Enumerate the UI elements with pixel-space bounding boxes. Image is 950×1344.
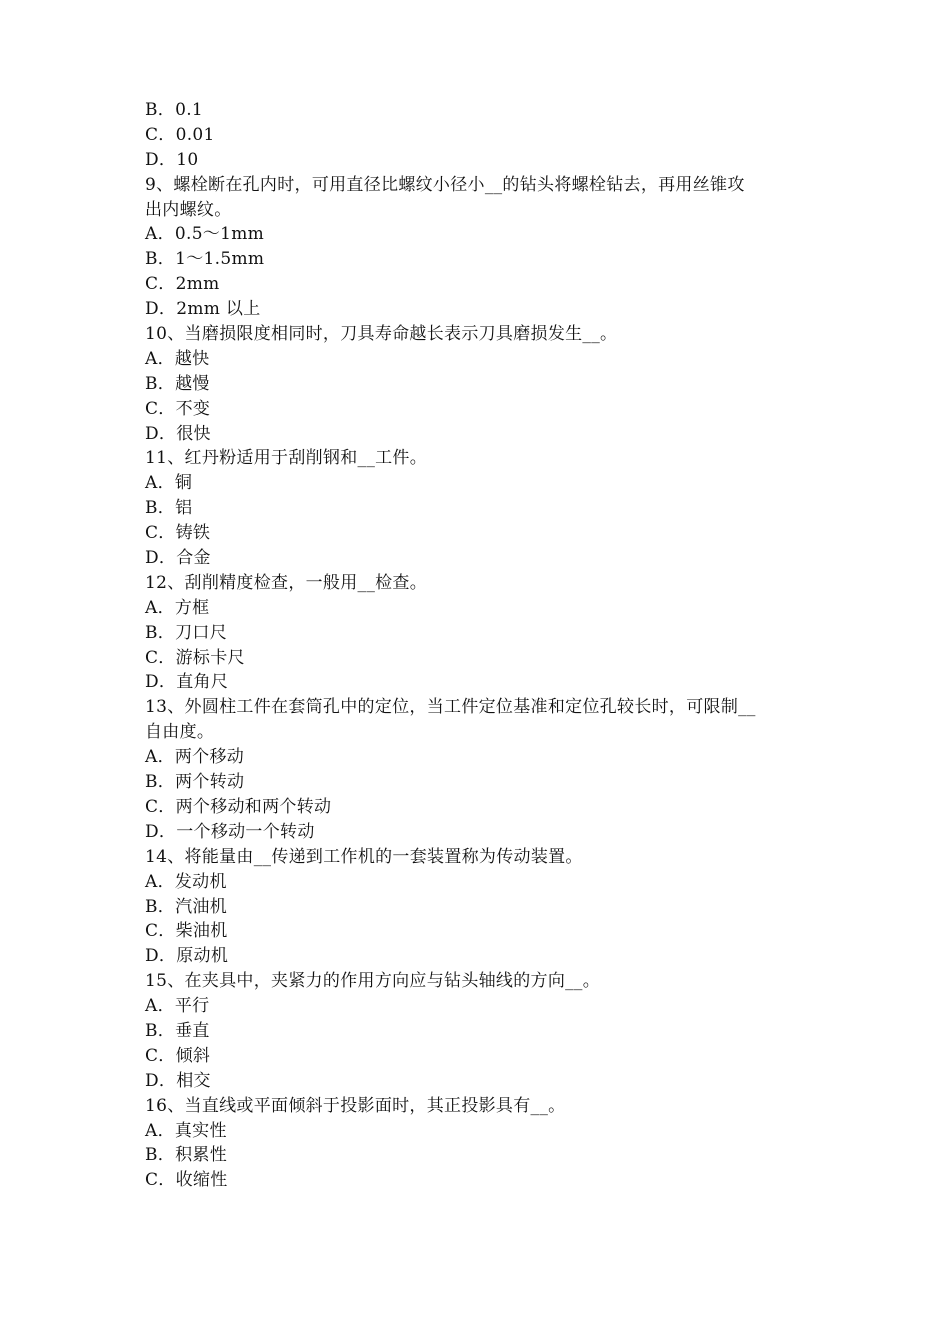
option-b-13: B．两个转动: [145, 772, 245, 793]
option-b-16: B．积累性: [145, 1145, 227, 1166]
option-c-10: C．不变: [145, 398, 211, 419]
option-c-14: C．柴油机: [145, 921, 228, 942]
question-11: 11、红丹粉适用于刮削钢和__工件。: [145, 448, 428, 469]
question-16: 16、当直线或平面倾斜于投影面时，其正投影具有__。: [145, 1095, 566, 1116]
option-b-10: B．越慢: [145, 373, 210, 394]
option-c-13: C．两个移动和两个转动: [145, 796, 332, 817]
option-b-8: B．0.1: [145, 100, 204, 120]
option-c-8: C．0.01: [145, 124, 215, 145]
option-d-13: D．一个移动一个转动: [145, 821, 315, 842]
option-b-9: B．1～1.5mm: [145, 249, 265, 270]
option-d-8: D．10: [145, 149, 199, 170]
option-d-14: D．原动机: [145, 946, 229, 967]
option-c-11: C．铸铁: [145, 523, 211, 544]
option-b-15: B．垂直: [145, 1020, 210, 1041]
option-a-10: A．越快: [145, 348, 210, 369]
option-a-13: A．两个移动: [145, 747, 245, 768]
question-9-line-1: 9、螺栓断在孔内时，可用直径比螺纹小径小__的钻头将螺栓钻去，再用丝锥攻: [145, 174, 745, 195]
question-14: 14、将能量由__传递到工作机的一套装置称为传动装置。: [145, 846, 583, 867]
option-a-11: A．铜: [145, 473, 193, 494]
option-c-12: C．游标卡尺: [145, 647, 245, 668]
option-a-12: A．方框: [145, 597, 210, 618]
option-a-14: A．发动机: [145, 871, 227, 892]
option-a-16: A．真实性: [145, 1120, 227, 1141]
option-d-11: D．合金: [145, 548, 211, 569]
exam-text: [145, 98, 810, 1193]
option-b-14: B．汽油机: [145, 896, 227, 917]
option-a-15: A．平行: [145, 996, 210, 1017]
option-b-12: B．刀口尺: [145, 622, 227, 643]
question-13-line-2: 自由度。: [145, 722, 215, 743]
option-c-16: C．收缩性: [145, 1170, 228, 1191]
question-15: 15、在夹具中，夹紧力的作用方向应与钻头轴线的方向__。: [145, 971, 601, 992]
question-9-line-2: 出内螺纹。: [145, 199, 232, 220]
option-d-12: D．直角尺: [145, 672, 229, 693]
option-a-9: A．0.5～1mm: [145, 224, 265, 245]
question-12: 12、刮削精度检查，一般用__检查。: [145, 572, 428, 593]
option-c-9: C．2mm: [145, 274, 220, 295]
question-13-line-1: 13、外圆柱工件在套筒孔中的定位，当工件定位基准和定位孔较长时，可限制__: [145, 697, 756, 718]
option-d-15: D．相交: [145, 1070, 211, 1091]
option-b-11: B．铝: [145, 498, 193, 519]
question-10: 10、当磨损限度相同时，刀具寿命越长表示刀具磨损发生__。: [145, 324, 618, 345]
option-d-9: D．2mm 以上: [145, 299, 261, 320]
option-c-15: C．倾斜: [145, 1045, 211, 1066]
option-d-10: D．很快: [145, 423, 211, 444]
